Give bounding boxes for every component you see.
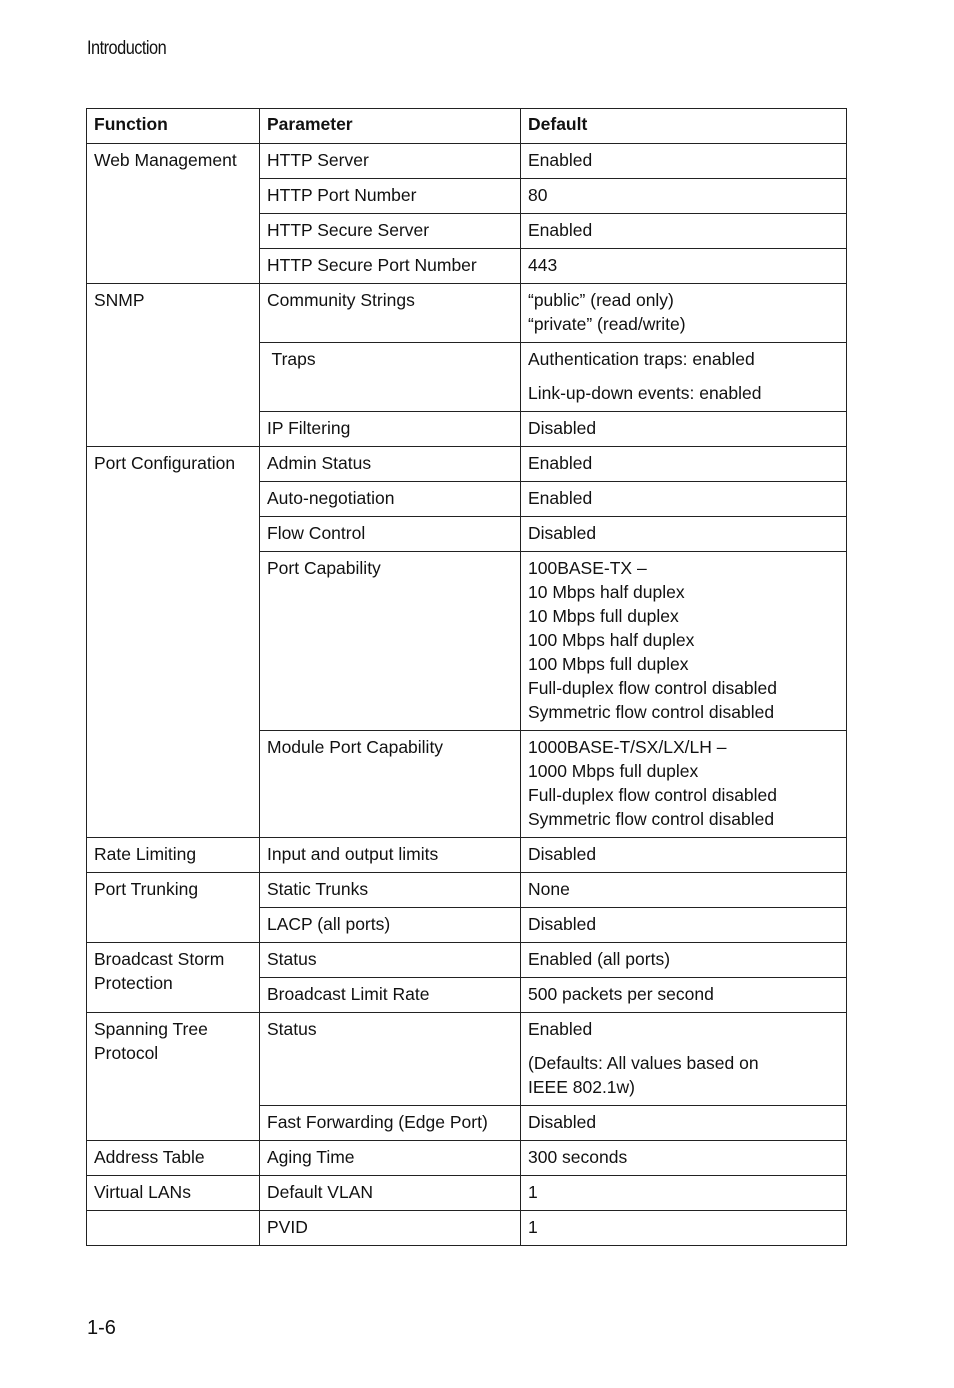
default-cell bbox=[521, 343, 847, 412]
parameter-cell: Auto-negotiation bbox=[260, 482, 521, 517]
section-header: Introduction bbox=[87, 38, 167, 59]
default-settings-table bbox=[86, 108, 847, 1246]
table-row bbox=[87, 447, 847, 482]
parameter-cell: IP Filtering bbox=[260, 412, 521, 447]
default-cell: Enabled bbox=[521, 144, 847, 179]
function-cell bbox=[87, 1013, 260, 1141]
column-header-function: Function bbox=[87, 109, 260, 144]
parameter-cell: Status bbox=[260, 1013, 521, 1106]
default-cell: 1 bbox=[521, 1176, 847, 1211]
table-row bbox=[87, 144, 847, 179]
default-cell: Disabled bbox=[521, 908, 847, 943]
function-cell: Address Table bbox=[87, 1141, 260, 1176]
function-line: Protection bbox=[94, 973, 173, 993]
default-cell: None bbox=[521, 873, 847, 908]
table-row bbox=[87, 1211, 847, 1246]
table-row bbox=[87, 1176, 847, 1211]
function-cell bbox=[87, 1211, 260, 1246]
function-cell: Port Configuration bbox=[87, 447, 260, 838]
default-cell bbox=[521, 1013, 847, 1106]
parameter-cell: Static Trunks bbox=[260, 873, 521, 908]
default-cell: Enabled bbox=[521, 447, 847, 482]
parameter-cell: Flow Control bbox=[260, 517, 521, 552]
default-cell bbox=[521, 731, 847, 838]
parameter-cell: HTTP Secure Server bbox=[260, 214, 521, 249]
function-cell bbox=[87, 943, 260, 1013]
parameter-cell: Module Port Capability bbox=[260, 731, 521, 838]
default-cell: Disabled bbox=[521, 517, 847, 552]
default-cell: Disabled bbox=[521, 838, 847, 873]
default-line: Symmetric flow control disabled bbox=[528, 809, 775, 829]
default-cell: 1 bbox=[521, 1211, 847, 1246]
default-line: 100 Mbps full duplex bbox=[528, 654, 689, 674]
default-line: IEEE 802.1w) bbox=[528, 1077, 635, 1097]
function-cell: SNMP bbox=[87, 284, 260, 447]
page-number: 1-6 bbox=[87, 1317, 116, 1339]
default-line: 100 Mbps half duplex bbox=[528, 630, 695, 650]
table-row bbox=[87, 838, 847, 873]
default-line: 10 Mbps full duplex bbox=[528, 606, 679, 626]
default-cell: 443 bbox=[521, 249, 847, 284]
default-cell bbox=[521, 552, 847, 731]
default-line: 1000 Mbps full duplex bbox=[528, 761, 699, 781]
function-cell: Web Management bbox=[87, 144, 260, 284]
parameter-cell: Status bbox=[260, 943, 521, 978]
table-row bbox=[87, 1013, 847, 1106]
table-row bbox=[87, 943, 847, 978]
default-line: 1000BASE-T/SX/LX/LH – bbox=[528, 737, 727, 757]
parameter-cell: HTTP Port Number bbox=[260, 179, 521, 214]
parameter-cell: Broadcast Limit Rate bbox=[260, 978, 521, 1013]
parameter-cell: Admin Status bbox=[260, 447, 521, 482]
default-line: Authentication traps: enabled bbox=[528, 349, 755, 369]
parameter-cell: HTTP Server bbox=[260, 144, 521, 179]
default-line: “public” (read only) bbox=[528, 290, 674, 310]
default-line: 10 Mbps half duplex bbox=[528, 582, 685, 602]
table-row bbox=[87, 873, 847, 908]
default-line: Enabled bbox=[528, 1019, 593, 1039]
function-cell: Virtual LANs bbox=[87, 1176, 260, 1211]
default-line: “private” (read/write) bbox=[528, 314, 686, 334]
function-cell: Rate Limiting bbox=[87, 838, 260, 873]
parameter-cell: Port Capability bbox=[260, 552, 521, 731]
default-cell: 500 packets per second bbox=[521, 978, 847, 1013]
parameter-cell: HTTP Secure Port Number bbox=[260, 249, 521, 284]
parameter-cell: Default VLAN bbox=[260, 1176, 521, 1211]
default-line: Link-up-down events: enabled bbox=[528, 383, 762, 403]
default-cell: Disabled bbox=[521, 412, 847, 447]
table-header-row bbox=[87, 109, 847, 144]
table-row bbox=[87, 284, 847, 343]
default-line: 100BASE-TX – bbox=[528, 558, 647, 578]
default-cell: Disabled bbox=[521, 1106, 847, 1141]
default-line: Symmetric flow control disabled bbox=[528, 702, 775, 722]
parameter-cell: Aging Time bbox=[260, 1141, 521, 1176]
default-line: Full-duplex flow control disabled bbox=[528, 678, 778, 698]
default-line: (Defaults: All values based on bbox=[528, 1053, 759, 1073]
function-line: Broadcast Storm bbox=[94, 949, 225, 969]
function-line: Protocol bbox=[94, 1043, 159, 1063]
column-header-parameter: Parameter bbox=[260, 109, 521, 144]
default-cell: 300 seconds bbox=[521, 1141, 847, 1176]
default-cell: Enabled (all ports) bbox=[521, 943, 847, 978]
parameter-cell: LACP (all ports) bbox=[260, 908, 521, 943]
parameter-cell: PVID bbox=[260, 1211, 521, 1246]
default-cell: Enabled bbox=[521, 482, 847, 517]
table-row bbox=[87, 1141, 847, 1176]
parameter-cell: Fast Forwarding (Edge Port) bbox=[260, 1106, 521, 1141]
default-cell: Enabled bbox=[521, 214, 847, 249]
parameter-cell: Traps bbox=[260, 343, 521, 412]
function-cell: Port Trunking bbox=[87, 873, 260, 943]
column-header-default: Default bbox=[521, 109, 847, 144]
function-line: Spanning Tree bbox=[94, 1019, 208, 1039]
default-line: Full-duplex flow control disabled bbox=[528, 785, 778, 805]
default-cell bbox=[521, 284, 847, 343]
parameter-cell: Community Strings bbox=[260, 284, 521, 343]
default-cell: 80 bbox=[521, 179, 847, 214]
parameter-cell: Input and output limits bbox=[260, 838, 521, 873]
